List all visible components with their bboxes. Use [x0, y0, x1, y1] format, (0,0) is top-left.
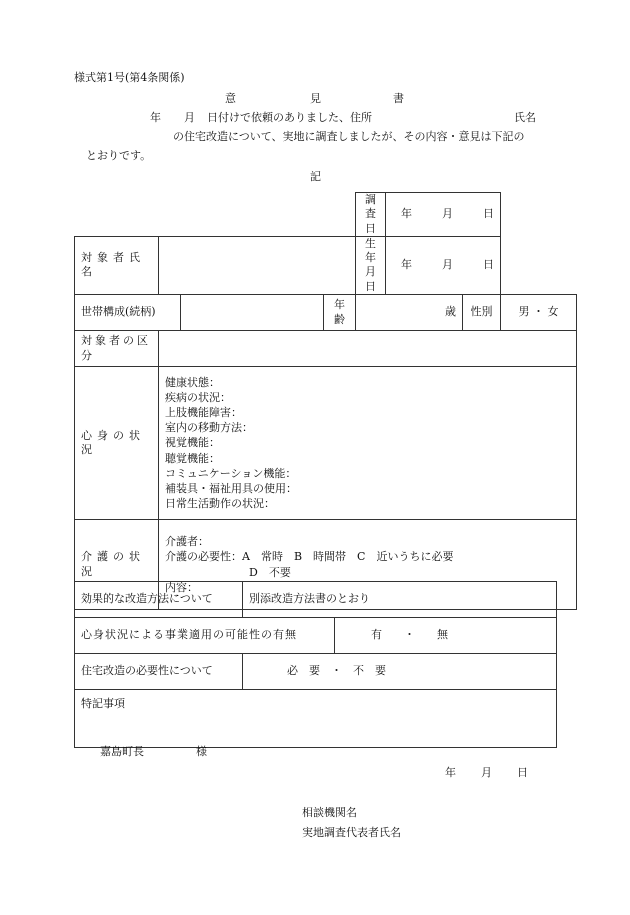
care-label: 介護の状況 — [75, 520, 159, 610]
sex-options[interactable]: 男 ・ 女 — [501, 295, 577, 331]
form-number: 様式第1号(第4条関係) — [74, 71, 185, 84]
intro-line3: とおりです。 — [86, 149, 152, 162]
sama-label: 様 — [196, 745, 207, 758]
condition-item: 補装具・福祉用具の使用： — [165, 482, 297, 496]
condition-item: 室内の移動方法： — [165, 421, 253, 435]
method-value[interactable]: 別添改造方法書のとおり — [243, 582, 557, 618]
intro-line1: 日付けで依頼のありました、住所 — [207, 111, 372, 124]
necessity-label: 住宅改造の必要性について — [75, 654, 243, 690]
remarks-label: 特記事項 — [81, 697, 125, 710]
category-field[interactable] — [159, 331, 577, 367]
method-label: 効果的な改造方法について — [75, 582, 243, 618]
age-field[interactable]: 歳 — [356, 295, 463, 331]
opinion-table-lower — [74, 581, 557, 748]
birthdate-field[interactable]: 年 月 日 — [386, 236, 501, 294]
household-field[interactable] — [181, 295, 324, 331]
survey-date-label: 調査日 — [356, 193, 386, 237]
title-char-3: 書 — [393, 92, 404, 105]
possibility-value[interactable]: 有 ・ 無 — [335, 618, 557, 654]
sex-label: 性別 — [463, 295, 501, 331]
condition-item: 日常生活動作の状況： — [165, 497, 275, 511]
subject-name-label: 対象者氏名 — [75, 236, 159, 294]
subject-name-field[interactable] — [159, 236, 356, 294]
condition-item: 健康状態： — [165, 375, 220, 389]
intro-name-label: 氏名 — [514, 111, 536, 124]
remarks-field[interactable] — [75, 690, 557, 748]
care-content: 内容： — [165, 580, 198, 594]
condition-label: 心身の状況 — [75, 367, 159, 520]
intro-line2: の住宅改造について、実地に調査しましたが、その内容・意見は下記の — [173, 130, 525, 143]
condition-field[interactable] — [159, 367, 577, 520]
condition-item: 疾病の状況： — [165, 390, 231, 404]
possibility-label: 心身状況による事業適用の可能性の有無 — [75, 618, 335, 654]
birthdate-label: 生年月日 — [356, 236, 386, 294]
condition-item: コミュニケーション機能： — [165, 466, 297, 480]
care-need-d: D 不要 — [249, 565, 291, 579]
title-char-2: 見 — [310, 92, 321, 105]
date-day: 日 — [517, 766, 528, 779]
age-label: 年齢 — [324, 295, 356, 331]
survey-date-field[interactable]: 年 月 日 — [386, 193, 501, 237]
date-year: 年 — [445, 766, 456, 779]
empty-header-area — [75, 193, 356, 237]
condition-item: 視覚機能： — [165, 436, 220, 450]
care-giver: 介護者： — [165, 535, 209, 549]
date-month: 月 — [481, 766, 492, 779]
title-char-1: 意 — [225, 92, 236, 105]
ki-label: 記 — [310, 170, 321, 183]
opinion-table — [74, 192, 577, 610]
condition-item: 聴覚機能： — [165, 451, 220, 465]
necessity-value[interactable]: 必 要 ・ 不 要 — [243, 654, 557, 690]
category-label: 対象者の区分 — [75, 331, 159, 367]
investigator-label: 実地調査代表者氏名 — [302, 826, 401, 839]
agency-label: 相談機関名 — [302, 806, 357, 819]
household-label: 世帯構成(続柄) — [75, 295, 181, 331]
care-need: 介護の必要性：A 常時 B 時間帯 C 近いうちに必要 — [165, 550, 454, 564]
intro-month: 月 — [184, 111, 195, 124]
condition-item: 上肢機能障害： — [165, 406, 242, 420]
addressee: 嘉島町長 — [100, 745, 144, 758]
intro-year: 年 — [150, 111, 161, 124]
